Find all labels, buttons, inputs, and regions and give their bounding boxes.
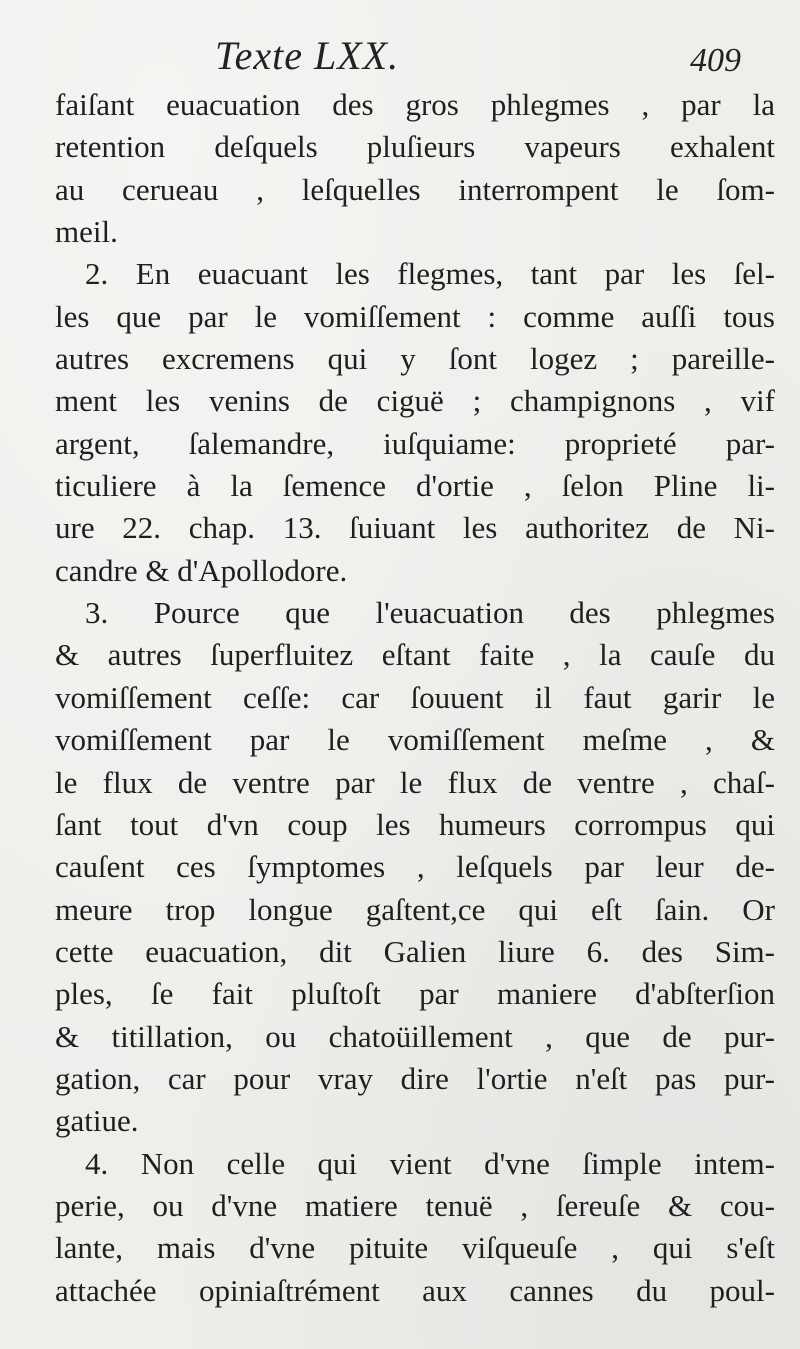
text-line: cauſent ces ſymptomes , leſquels par leur de- [55,849,775,885]
text-line: argent, ſalemandre, iuſquiame: proprieté par- [55,425,775,461]
page-number: 409 [690,42,741,79]
text-line: ſant tout d'vn coup les humeurs corrompus qui [55,806,775,842]
text-line: gation, car pour vray dire l'ortie n'eſt pas pur- [55,1060,775,1096]
text-line: perie, ou d'vne matiere tenuë , ſereuſe & cou- [55,1187,775,1223]
text-line: & titillation, ou chatoüillement , que de pur- [55,1018,775,1054]
text-line: autres excremens qui y ſont logez ; pareille- [55,341,775,377]
text-line: 4. Non celle qui vient d'vne ſimple intem- [85,1145,775,1181]
body-text [55,84,775,1312]
text-line: retention deſquels pluſieurs vapeurs exhalent [55,129,775,165]
text-line: vomiſſement par le vomiſſement meſme , & [55,722,775,758]
text-line: meil. [55,214,118,250]
text-line: faiſant euacuation des gros phlegmes , par la [55,87,775,122]
text-line: ure 22. chap. 13. ſuiuant les authoritez de Ni- [55,510,775,546]
text-line: attachée opiniaſtrément aux cannes du poul- [55,1272,775,1308]
text-line: les que par le vomiſſement : comme auſſi tous [55,298,775,334]
text-line: le flux de ventre par le flux de ventre , chaſ- [55,764,775,800]
text-line: vomiſſement ceſſe: car ſouuent il faut garir le [55,679,775,715]
text-line: ticuliere à la ſemence d'ortie , ſelon Pline li- [55,468,775,504]
page-header [0,30,800,80]
text-line: au cerueau , leſquelles interrompent le ſom- [55,171,775,207]
running-title: Texte LXX. [215,33,400,78]
text-line: 3. Pource que l'euacuation des phlegmes [85,595,775,631]
text-line: cette euacuation, dit Galien liure 6. des Sim- [55,933,775,969]
text-line: 2. En euacuant les flegmes, tant par les ſel- [85,256,775,292]
text-line: meure trop longue gaſtent,ce qui eſt ſain. Or [55,891,775,927]
text-line: lante, mais d'vne pituite viſqueuſe , qui s'eſt [55,1230,775,1266]
text-line: & autres ſuperfluitez eſtant faite , la cauſe du [55,637,775,673]
text-line: candre & d'Apollodore. [55,552,348,588]
text-line: ment les venins de ciguë ; champignons , vif [55,383,775,419]
text-line: gatiue. [55,1103,139,1139]
text-line: ples, ſe fait pluſtoſt par maniere d'abſterſion [55,976,775,1012]
